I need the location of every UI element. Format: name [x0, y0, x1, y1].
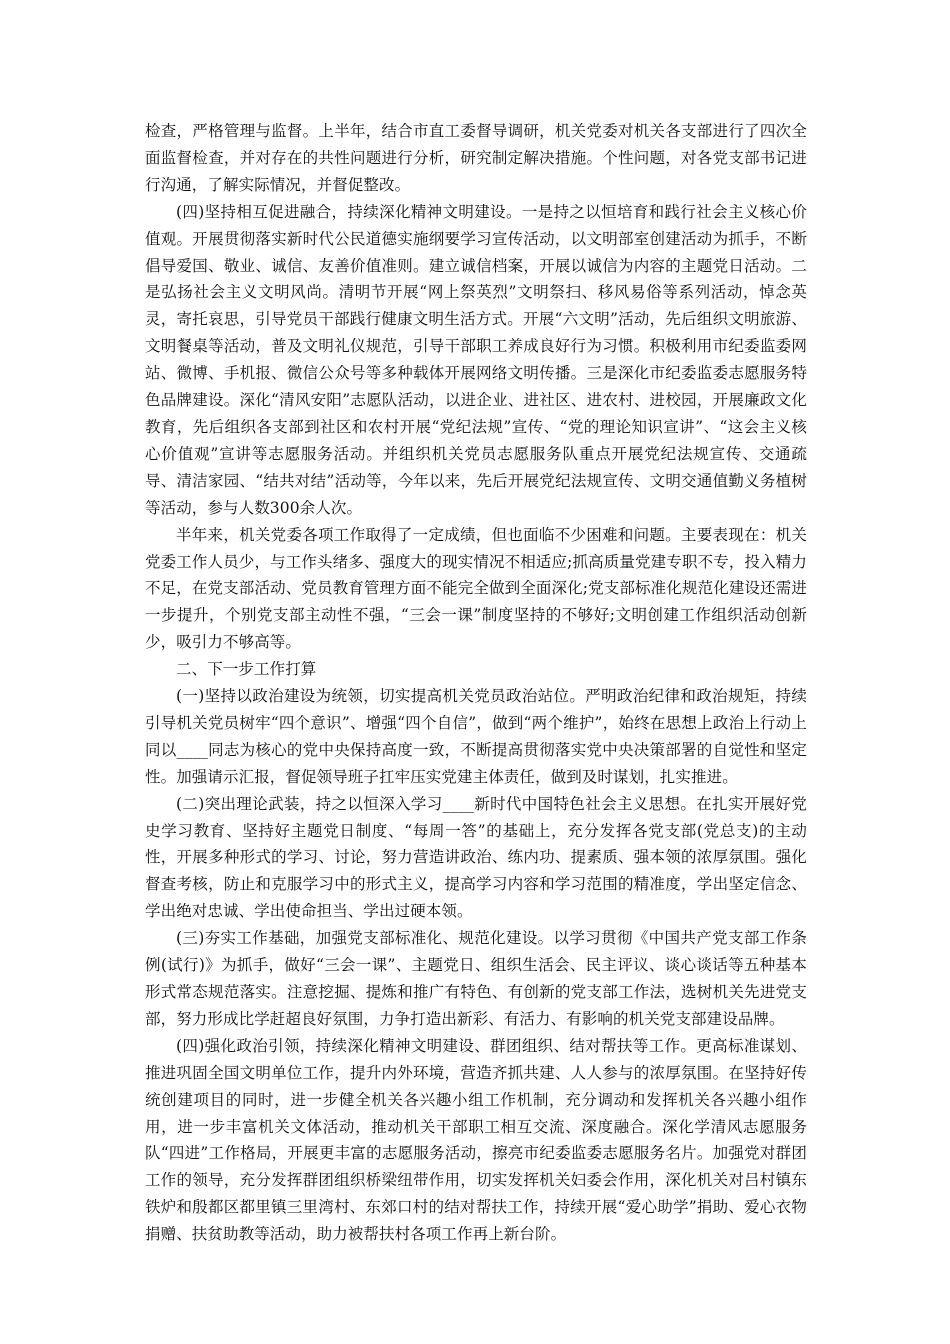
- paragraph-branch-standardization: (三)夯实工作基础，加强党支部标准化、规范化建设。以学习贯彻《中国共产党支部工作条例(试行)》为抓手，做好“三会一课”、主题党日、组织生活会、民主评议、谈心谈话等五种基本形式常态规范落实。注意挖掘、提炼和推广有特色、有创新的党支部工作法，选树机关先进党支部，努力形成比学赶超良好氛围，力争打造出新彩、有活力、有影响的机关党支部建设品牌。: [145, 929, 807, 1028]
- paragraph-inspection-continued: 检查，严格管理与监督。上半年，结合市直工委督导调研，机关党委对机关各支部进行了四次全面监督检查，并对存在的共性问题进行分析，研究制定解决措施。个性问题，对各党支部书记进行沟通，了解实际情况，并督促整改。: [145, 122, 807, 194]
- paragraph-problems-summary: 半年来，机关党委各项工作取得了一定成绩，但也面临不少困难和问题。主要表现在：机关党委工作人员少，与工作头绪多、强度大的现实情况不相适应;抓高质量党建专职不专，投入精力不足，在党支部活动、党员教育管理方面不能完全做到全面深化;党支部标准化规范化建设还需进一步提升，个别党支部主动性不强，“三会一课”制度坚持的不够好;文明创建工作组织活动创新少，吸引力不够高等。: [145, 525, 807, 652]
- paragraph-theory-study: (二)突出理论武装，持之以恒深入学习____新时代中国特色社会主义思想。在扎实开展好党史学习教育、坚持好主题党日制度、“每周一答”的基础上，充分发挥各党支部(党总支)的主动性，开展多种形式的学习、讨论，努力营造讲政治、练内功、提素质、强本领的浓厚氛围。强化督查考核，防止和克服学习中的形式主义，提高学习内容和学习范围的精准度，学出坚定信念、学出绝对忠诚、学出使命担当、学出过硬本领。: [145, 794, 807, 921]
- paragraph-political-guidance: (四)强化政治引领，持续深化精神文明建设、群团组织、结对帮扶等工作。更高标准谋划、推进巩固全国文明单位工作，提升内外环境，营造齐抓共建、人人参与的浓厚氛围。在坚持好传统创建项目的同时，进一步健全机关各兴趣小组工作机制，充分调动和发挥机关各兴趣小组作用，进一步丰富机关文体活动，推动机关干部职工相互交流、深度融合。深化学清风志愿服务队“四进”工作格局，开展更丰富的志愿服务活动，擦亮市纪委监委志愿服务名片。加强党对群团工作的领导，充分发挥群团组织桥梁纽带作用，切实发挥机关妇委会作用，深化机关对吕村镇东铁炉和殷都区都里镇三里湾村、东郊口村的结对帮扶工作，持续开展“爱心助学”捐助、爱心衣物捐赠、扶贫助教等活动，助力被帮扶村各项工作再上新台阶。: [145, 1036, 807, 1244]
- document-page: [145, 118, 807, 1248]
- section-heading-next-steps: 二、下一步工作打算: [176, 660, 317, 679]
- paragraph-political-building: (一)坚持以政治建设为统领，切实提高机关党员政治站位。严明政治纪律和政治规矩，持续引导机关党员树牢“四个意识”、增强“四个自信”，做到“两个维护”，始终在思想上政治上行动上同以____同志为核心的党中央保持高度一致，不断提高贯彻落实党中央决策部署的自觉性和坚定性。加强请示汇报，督促领导班子扛牢压实党建主体责任，做到及时谋划，扎实推进。: [145, 687, 807, 786]
- paragraph-civilization-building: (四)坚持相互促进融合，持续深化精神文明建设。一是持之以恒培育和践行社会主义核心价值观。开展贯彻落实新时代公民道德实施纲要学习宣传活动，以文明部室创建活动为抓手，不断倡导爱国、敬业、诚信、友善价值准则。建立诚信档案，开展以诚信为内容的主题党日活动。二是弘扬社会主义文明风尚。清明节开展“网上祭英烈”文明祭扫、移风易俗等系列活动，悼念英灵，寄托哀思，引导党员干部践行健康文明生活方式。开展“六文明”活动，先后组织文明旅游、文明餐桌等活动，普及文明礼仪规范，引导干部职工养成良好行为习惯。积极利用市纪委监委网站、微博、手机报、微信公众号等多种载体开展网络文明传播。三是深化市纪委监委志愿服务特色品牌建设。深化“清风安阳”志愿队活动，以进企业、进社区、进农村、进校园，开展廉政文化教育，先后组织各支部到社区和农村开展“党纪法规”宣传、“党的理论知识宣讲”、“这会主义核心价值观”宣讲等志愿服务活动。并组织机关党员志愿服务队重点开展党纪法规宣传、交通疏导、清洁家园、“结共对结”活动等，今年以来，先后开展党纪法规宣传、文明交通值勤义务植树等活动，参与人数300余人次。: [145, 202, 807, 517]
